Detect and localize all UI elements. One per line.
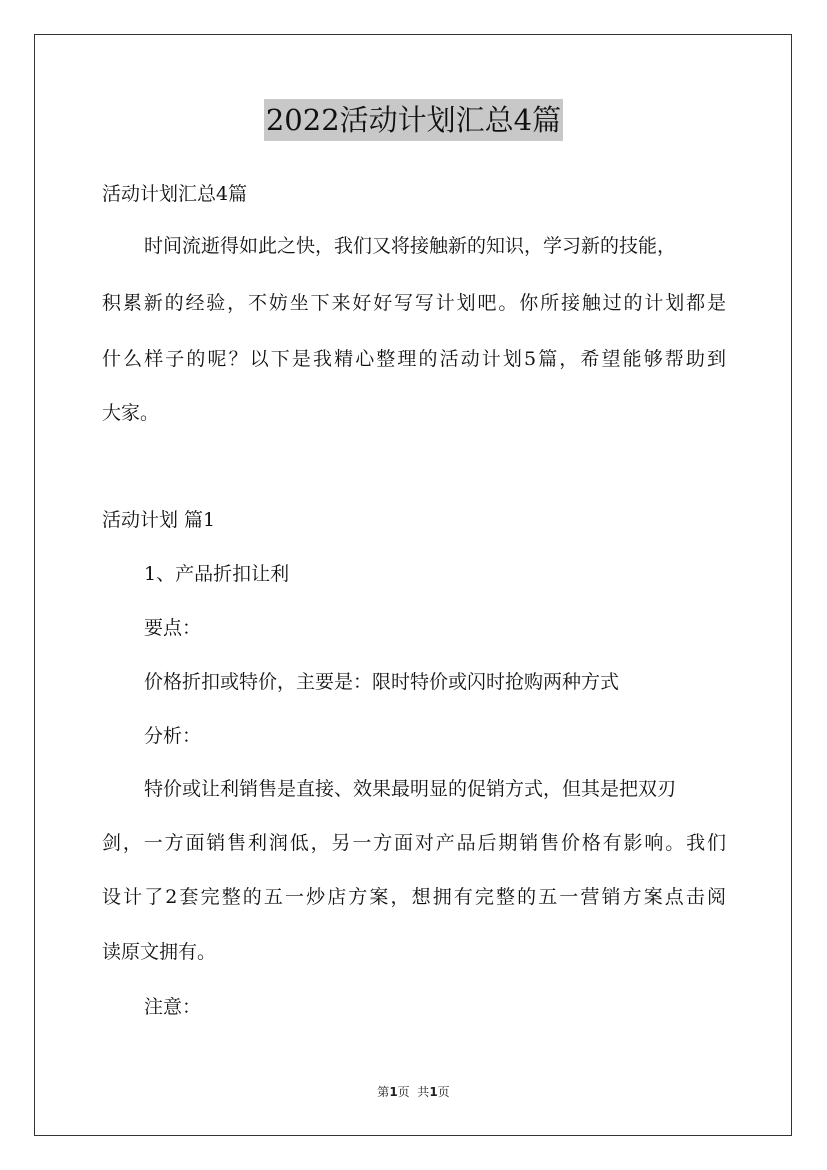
footer-suffix: 页: [437, 1085, 450, 1099]
key-points-label: 要点：: [144, 617, 202, 639]
section-heading: 活动计划 篇1: [102, 509, 216, 531]
analysis-line-4: 读原文拥有。: [102, 941, 217, 963]
footer-page-number: 1: [389, 1085, 398, 1099]
key-points-text: 价格折扣或特价，主要是：限时特价或闪时抢购两种方式: [144, 671, 620, 693]
intro-line-1: 时间流逝得如此之快，我们又将接触新的知识，学习新的技能，: [144, 235, 677, 257]
analysis-line-1: 特价或让利销售是直接、效果最明显的促销方式，但其是把双刃: [144, 778, 677, 800]
document-title: 2022活动计划汇总4篇: [264, 99, 563, 141]
analysis-line-2: 剑，一方面销售利润低，另一方面对产品后期销售价格有影响。我们: [102, 832, 726, 854]
footer-middle: 页 共: [397, 1085, 430, 1099]
intro-line-3: 什么样子的呢？以下是我精心整理的活动计划5篇，希望能够帮助到: [102, 348, 726, 370]
note-label: 注意：: [144, 996, 202, 1018]
intro-line-4: 大家。: [102, 402, 160, 424]
intro-line-2: 积累新的经验，不妨坐下来好好写写计划吧。你所接触过的计划都是: [102, 292, 726, 314]
page-footer: [0, 1084, 827, 1100]
footer-prefix: 第: [377, 1085, 390, 1099]
analysis-label: 分析：: [144, 725, 202, 747]
document-subtitle: 活动计划汇总4篇: [102, 183, 248, 205]
item-heading: 1、产品折扣让利: [144, 563, 290, 585]
analysis-line-3: 设计了2套完整的五一炒店方案，想拥有完整的五一营销方案点击阅: [102, 886, 726, 908]
title-container: [0, 99, 827, 141]
footer-total-pages: 1: [429, 1085, 438, 1099]
